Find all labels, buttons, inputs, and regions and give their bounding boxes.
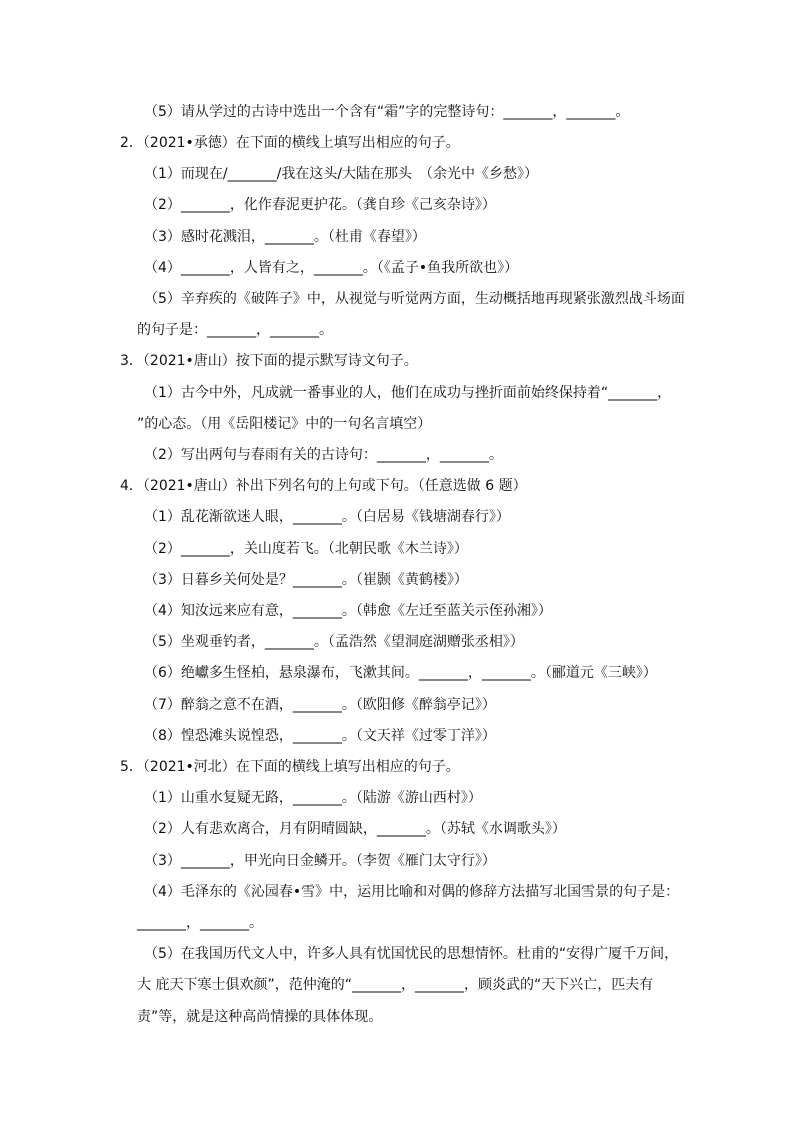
q5-sub2: （2）人有悲欢离合，月有阴晴圆缺，_______。（苏轼《水调歌头》） [144,821,566,837]
q2-sub5: （5）辛弃疾的《破阵子》中，从视觉与听觉两方面，生动概括地再现紧张激烈战斗场面 [144,291,685,307]
q2-sub2: （2）_______，化作春泥更护花。（龚自珍《己亥杂诗》） [144,197,496,213]
q3-sub2: （2）写出两句与春雨有关的古诗句：_______，_______。 [144,447,503,463]
q4-sub2: （2）_______，关山度若飞。（北朝民歌《木兰诗》） [144,541,468,557]
q4-sub7: （7）醉翁之意不在酒，_______。（欧阳修《醉翁亭记》） [144,697,496,713]
q4-sub8: （8）惶恐滩头说惶恐，_______。（文天祥《过零丁洋》） [144,728,496,744]
q2-sub4: （4）_______，人皆有之，_______。（《孟子•鱼我所欲也》） [144,260,519,276]
q5-sub5: （5）在我国历代文人中，许多人具有忧国忧民的思想情怀。杜甫的“安得广厦千万间， [144,946,679,962]
q1-sub5: （5）请从学过的古诗中选出一个含有“霜”字的完整诗句：_______，_______。 [144,104,630,120]
q4-sub6: （6）绝巘多生怪柏，悬泉瀑布，飞漱其间。_______，_______。（郦道元《三峡》） [144,665,657,681]
q4-sub4: （4）知汝远来应有意，_______。（韩愈《左迁至蓝关示侄孙湘》） [144,603,552,619]
q5-sub1: （1）山重水复疑无路，_______。（陆游《游山西村》） [144,790,482,806]
q4-sub3: （3）日暮乡关何处是？_______。（崔颢《黄鹤楼》） [144,572,468,588]
q3-sub1-cont: ”的心态。（用《岳阳楼记》中的一句名言填空） [137,416,432,432]
q4-sub1: （1）乱花渐欲迷人眼，_______。（白居易《钱塘湖春行》） [144,509,510,525]
q5-sub5-cont2: 责”等，就是这种高尚情操的具体体现。 [137,1009,383,1025]
q5-sub4-cont: _______，_______。 [137,915,263,931]
q2-sub5-cont: 的句子是：_______，_______。 [137,322,333,338]
q2-sub3: （3）感时花溅泪，_______。（杜甫《春望》） [144,229,426,245]
q5-sub4: （4）毛泽东的《沁园春•雪》中，运用比喻和对偶的修辞方法描写北国雪景的句子是： [144,884,680,900]
q2-title: 2．（2021•承德）在下面的横线上填写出相应的句子。 [120,135,460,151]
q5-title: 5．（2021•河北）在下面的横线上填写出相应的句子。 [120,759,460,775]
q5-sub3: （3）_______，甲光向日金鳞开。（李贺《雁门太守行》） [144,853,496,869]
q3-title: 3．（2021•唐山）按下面的提示默写诗文句子。 [120,353,418,369]
q4-sub5: （5）坐观垂钓者，_______。（孟浩然《望洞庭湖赠张丞相》） [144,634,524,650]
q4-title: 4．（2021•唐山）补出下列名句的上句或下句。（任意选做 6 题） [120,478,527,494]
q2-sub1: （1）而现在/_______/我在这头/大陆在那头 （余光中《乡愁》） [144,166,539,182]
q3-sub1: （1）古今中外，凡成就一番事业的人，他们在成功与挫折面前始终保持着“_______， [144,385,672,401]
q5-sub5-cont: 大 庇天下寒士俱欢颜”，范仲淹的“_______，_______，顾炎武的“天下兴亡，匹夫有 [137,977,654,993]
